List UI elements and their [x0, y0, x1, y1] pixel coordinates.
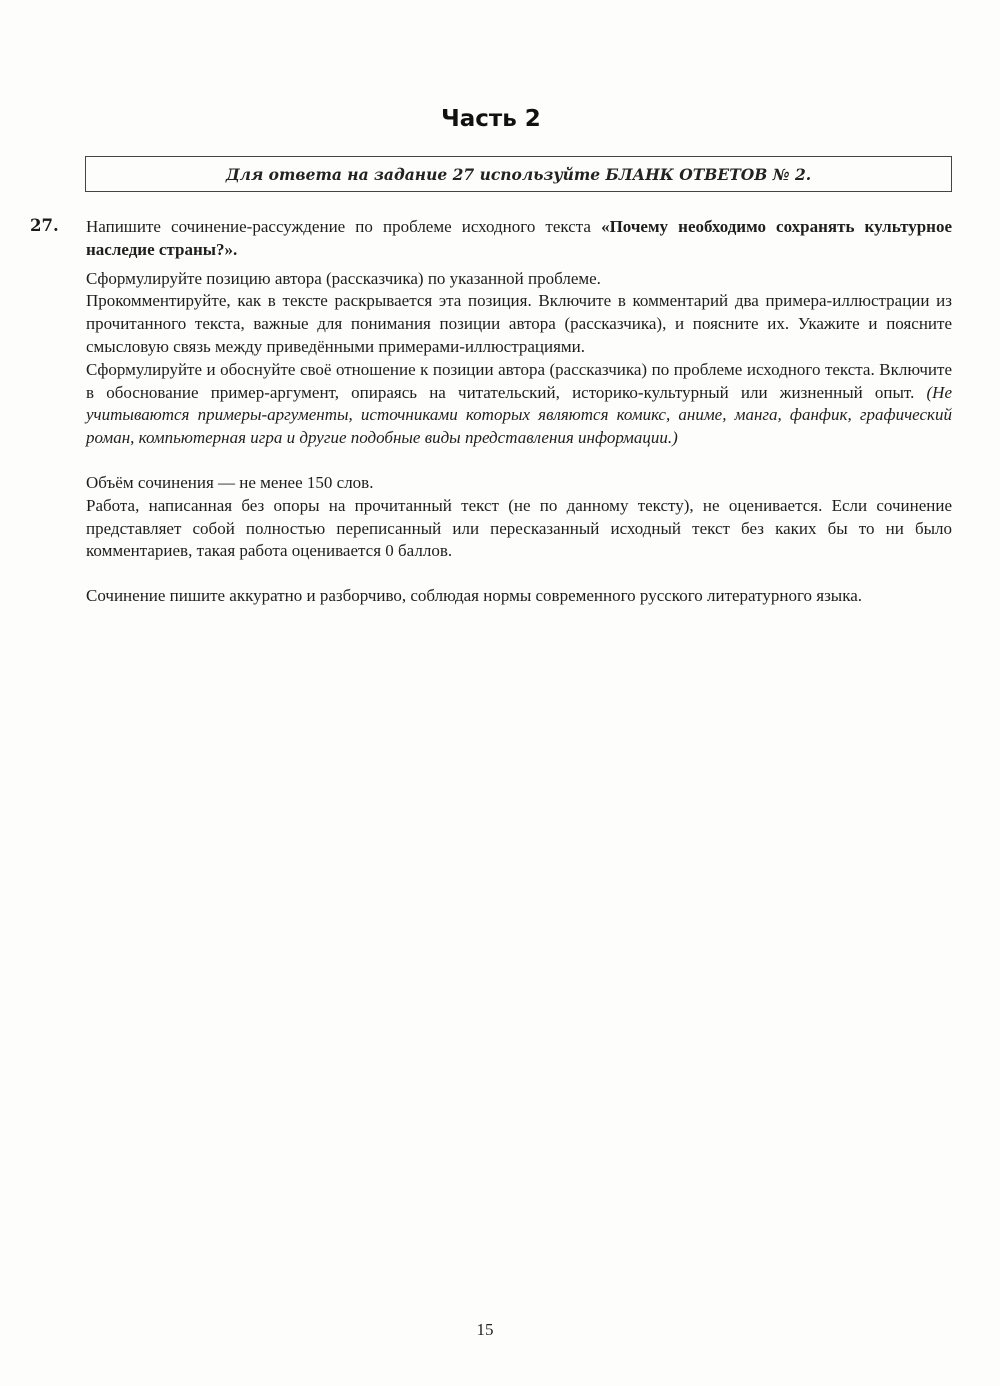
task-volume: Объём сочинения — не менее 150 слов.	[86, 472, 374, 492]
instruction-text: Для ответа на задание 27 используйте БЛАНК ОТВЕТОВ № 2.	[225, 164, 812, 184]
task-number: 27.	[30, 216, 59, 235]
task-argument-note: (Не учитываются примеры-аргументы, источниками которых являются комикс, аниме, манга, фанфик, графический роман, компьютерная игра и другие подобные виды представления информации.)	[86, 382, 952, 448]
task-intro-end: .	[233, 239, 238, 259]
task-paragraph-position: Сформулируйте позицию автора (рассказчика) по указанной проблеме.	[86, 268, 601, 288]
task-evaluation: Работа, написанная без опоры на прочитанный текст (не по данному тексту), не оценивается. Если сочинение представляет собой полностью переписанный или пересказанный исходный текст без каких бы то ни было комментариев, такая работа оценивается 0 баллов.	[86, 495, 952, 561]
task-body	[86, 216, 952, 608]
task-intro	[86, 216, 952, 262]
task-final-note: Сочинение пишите аккуратно и разборчиво, соблюдая нормы современного русского литературного языка.	[86, 586, 863, 606]
part-title: Часть 2	[441, 106, 541, 132]
instruction-box	[85, 156, 952, 192]
task-paragraph-comment: Прокомментируйте, как в тексте раскрывается эта позиция. Включите в комментарий два примера-иллюстрации из прочитанного текста, важные для понимания позиции автора (рассказчика), и поясните их. Укажите и поясните смысловую связь между приведёнными примерами-иллюстрациями.	[86, 291, 952, 356]
page-number: 15	[476, 1320, 494, 1339]
task-argument-text: Сформулируйте и обоснуйте своё отношение к позиции автора (рассказчика) по проблеме исходного текста. Включите в обоснование пример-аргумент, опираясь на читательский, историко-культурный или жизненный опыт.	[86, 359, 952, 402]
task-paragraph-argument	[86, 359, 952, 450]
task-intro-text: Напишите сочинение-рассуждение по проблеме исходного текста	[86, 217, 602, 236]
task-problem: «Почему необходимо сохранять культурное наследие страны?»	[86, 217, 952, 259]
